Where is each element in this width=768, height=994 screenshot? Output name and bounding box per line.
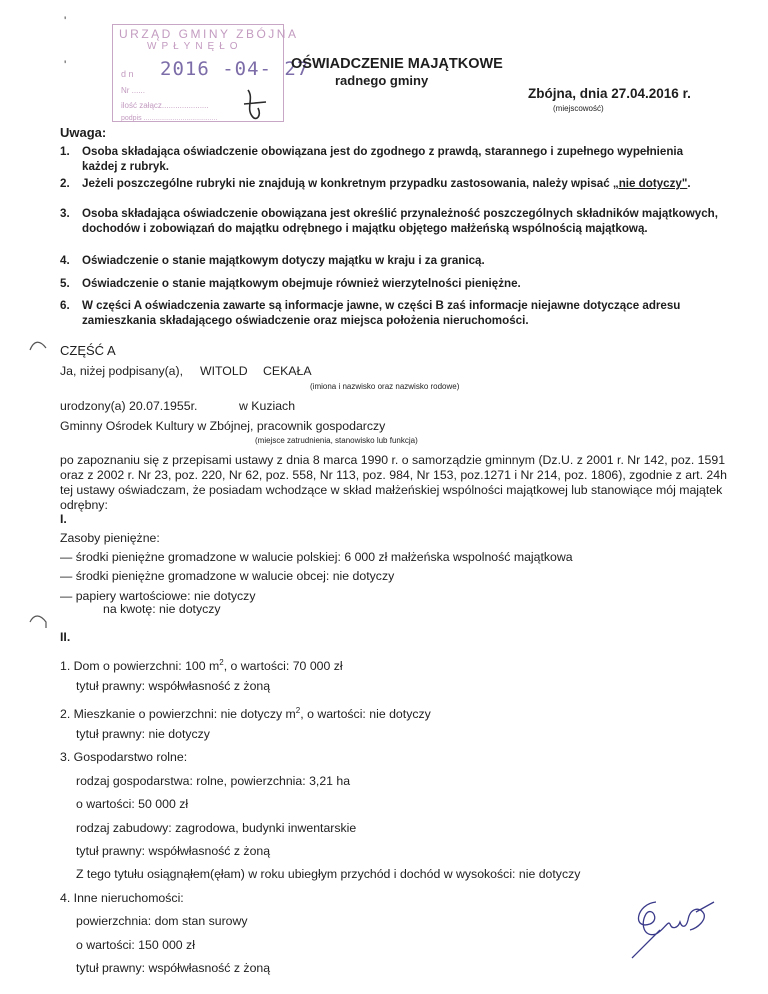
note-text: Oświadczenie o stanie majątkowym obejmuje również wierzytelności pieniężne. (82, 277, 521, 290)
note-item (60, 253, 720, 268)
note-number: 4. (60, 254, 70, 267)
house: 1. Dom o powierzchni: 100 $m^2$, o wartości: 70 000 zł (60, 658, 343, 674)
section-1-roman: I. (60, 512, 67, 526)
cash-foreign: — środki pieniężne gromadzone w walucie obcej: nie dotyczy (60, 569, 395, 583)
apartment: 2. Mieszkanie o powierzchni: nie dotyczy $m^2$, o wartości: nie dotyczy (60, 706, 431, 722)
stamp-office: URZĄD GMINY ZBÓJNA (119, 27, 299, 41)
farm-income: Z tego tytułu osiągnąłem(ęłam) w roku ubiegłym przychód i dochód w wysokości: nie dotyczy (76, 867, 581, 881)
note-number: 3. (60, 207, 70, 220)
note-text: Jeżeli poszczególne rubryki nie znajdują w konkretnym przypadku zastosowania, należy wpisać „nie dotyczy". (82, 177, 691, 190)
other-property-area: powierzchnia: dom stan surowy (76, 914, 248, 928)
stamp-date: 2016 -04- 27 (160, 58, 310, 80)
declaration-text: po zapoznaniu się z przepisami ustawy z dnia 8 marca 1990 r. o samorządzie gminnym (Dz.U. z 2001 r. Nr 142, poz. 1591 oraz z 2002 r. Nr 23, poz. 220, Nr 62, poz. 558, Nr 113, poz. 984, Nr 153, poz.1271 i Nr 214, poz. 1806), zgodnie z art. 24h tej ustawy oświadczam, że posiadam wchodzące w skład małżeńskiej wspólności majątkowej lub stanowiące mój majątek odrębny: (60, 453, 727, 512)
stamp-attachments: ilość załącz..................... (121, 101, 209, 110)
securities-amount: na kwotę: nie dotyczy (103, 602, 221, 616)
document-title: OŚWIADCZENIE MAJĄTKOWE (291, 56, 503, 72)
farm-title: tytuł prawny: współwłasność z żoną (76, 844, 271, 858)
birth-date: urodzony(a) 20.07.1955r. (60, 399, 198, 413)
margin-mark: ' (64, 58, 67, 72)
document-subtitle: radnego gminy (335, 73, 429, 88)
farm-value: o wartości: 50 000 zł (76, 797, 189, 811)
employment: Gminny Ośrodek Kultury w Zbójnej, pracownik gospodarczy (60, 419, 386, 433)
first-name: WITOLD (200, 364, 248, 378)
note-number: 6. (60, 299, 70, 312)
note-item (60, 276, 720, 291)
margin-mark: ' (64, 14, 67, 28)
place-label: (miejscowość) (553, 104, 604, 113)
other-property-title: tytuł prawny: współwłasność z żoną (76, 961, 271, 975)
section-1-heading: Zasoby pieniężne: (60, 531, 160, 545)
note-item (60, 206, 720, 236)
name-label: (imiona i nazwisko oraz nazwisko rodowe) (310, 382, 460, 391)
note-underlined: „nie dotyczy" (612, 177, 688, 190)
punch-mark-icon (28, 612, 48, 628)
last-name: CEKAŁA (263, 364, 312, 378)
apartment-title: tytuł prawny: nie dotyczy (76, 727, 210, 741)
stamp-received: WPŁYNĘŁO (147, 41, 243, 52)
part-a-heading: CZĘŚĆ A (60, 343, 116, 358)
other-property-value: o wartości: 150 000 zł (76, 938, 195, 952)
punch-mark-icon (28, 338, 48, 354)
note-number: 1. (60, 145, 70, 158)
farm-heading: 3. Gospodarstwo rolne: (60, 750, 188, 764)
stamp-signature: podpis ...................................... (121, 115, 218, 122)
house-title: tytuł prawny: współwłasność z żoną (76, 679, 271, 693)
stamp-initial-icon (240, 86, 270, 126)
signed-label: Ja, niżej podpisany(a), (60, 364, 184, 378)
place-date: Zbójna, dnia 27.04.2016 r. (528, 86, 691, 101)
note-item (60, 144, 720, 174)
note-text: Osoba składająca oświadczenie obowiązana jest określić przynależność poszczególnych składników majątkowych, dochodów i zobowiązań do majątku odrębnego i majątku objętego małżeńską wspólnością majątkową. (82, 207, 718, 235)
cash-polish: — środki pieniężne gromadzone w walucie polskiej: 6 000 zł małżeńska wspolność majątkowa (60, 550, 573, 564)
birth-place: w Kuziach (239, 399, 296, 413)
stamp-nr: Nr ...... (121, 86, 145, 95)
note-text: Osoba składająca oświadczenie obowiązana jest do zgodnego z prawdą, starannego i zupełnego wypełnienia każdej z rubryk. (82, 145, 684, 173)
note-number: 5. (60, 277, 70, 290)
farm-buildings: rodzaj zabudowy: zagrodowa, budynki inwentarskie (76, 821, 357, 835)
note-text: W części A oświadczenia zawarte są informacje jawne, w części B zaś informacje niejawne dotyczące adresu zamieszkania składającego oświadczenie oraz miejsca położenia nieruchomości. (82, 299, 681, 327)
note-text: Oświadczenie o stanie majątkowym dotyczy majątku w kraju i za granicą. (82, 254, 485, 267)
note-item (60, 298, 720, 328)
notes-heading: Uwaga: (60, 125, 107, 140)
section-2-roman: II. (60, 630, 71, 644)
stamp-dn: d n (121, 69, 134, 79)
note-item (60, 176, 720, 191)
employment-label: (miejsce zatrudnienia, stanowisko lub funkcja) (255, 436, 418, 445)
securities: — papiery wartościowe: nie dotyczy (60, 589, 256, 603)
other-property-heading: 4. Inne nieruchomości: (60, 891, 184, 905)
signature-icon (626, 894, 716, 964)
note-number: 2. (60, 177, 70, 190)
farm-type: rodzaj gospodarstwa: rolne, powierzchnia: 3,21 ha (76, 774, 351, 788)
